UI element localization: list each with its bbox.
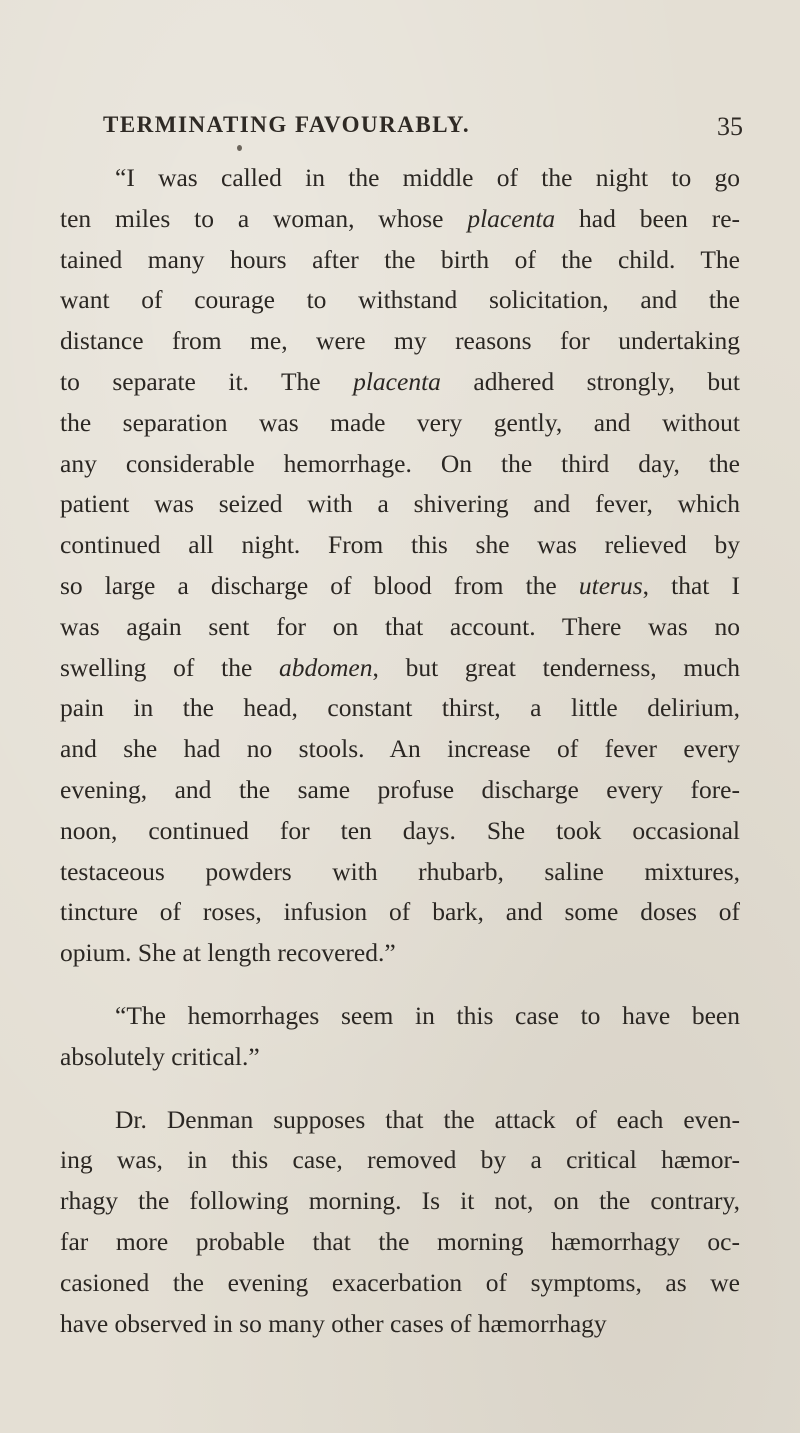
text-line xyxy=(60,1263,740,1304)
text-segment: casioned the evening exacerbation of symptoms, as we xyxy=(60,1267,740,1297)
text-segment: , that I xyxy=(642,570,740,600)
text-line xyxy=(60,811,740,852)
text-line xyxy=(60,996,740,1037)
text-segment: swelling of the xyxy=(60,652,280,682)
italic-term: placenta xyxy=(353,366,441,396)
text-segment: have observed in so many other cases of hæmorrhagy xyxy=(60,1308,607,1338)
text-line xyxy=(60,321,740,362)
text-segment: any considerable hemorrhage. On the third day, the xyxy=(60,448,740,478)
text-line xyxy=(60,1222,740,1263)
text-segment: want of courage to withstand solicitation, and the xyxy=(60,285,740,315)
running-title: TERMINATING FAVOURABLY. xyxy=(103,112,471,137)
text-segment: ten miles to a woman, whose xyxy=(60,203,468,233)
page-header xyxy=(103,112,743,152)
text-segment: had been re- xyxy=(555,203,741,233)
text-line xyxy=(60,770,740,811)
text-segment: absolutely critical.” xyxy=(60,1041,260,1071)
paragraph xyxy=(60,158,740,974)
text-line xyxy=(60,1304,740,1345)
text-line xyxy=(60,1140,740,1181)
page-number: 35 xyxy=(717,112,743,141)
text-line xyxy=(60,648,740,689)
text-line xyxy=(60,1181,740,1222)
text-segment: testaceous powders with rhubarb, saline mixtures, xyxy=(60,856,740,886)
text-segment: “I was called in the middle of the night to go xyxy=(115,163,740,192)
text-line xyxy=(60,525,740,566)
text-segment: tained many hours after the birth of the child. The xyxy=(60,244,740,274)
italic-term: uterus xyxy=(578,570,643,600)
text-segment: distance from me, were my reasons for undertaking xyxy=(60,326,740,356)
text-segment: patient was seized with a shivering and fever, which xyxy=(60,489,740,519)
text-line xyxy=(60,484,740,525)
italic-term: placenta xyxy=(467,203,556,233)
text-segment: opium. She at length recovered.” xyxy=(60,938,396,968)
text-segment: Dr. Denman supposes that the attack of each even- xyxy=(115,1104,740,1134)
text-line xyxy=(60,729,740,770)
text-line xyxy=(60,566,740,607)
text-line xyxy=(60,688,740,729)
body-text xyxy=(60,158,740,1344)
text-segment: , but great tenderness, much xyxy=(372,652,741,682)
text-segment: ing was, in this case, removed by a critical hæmor- xyxy=(60,1145,740,1175)
text-line xyxy=(60,280,740,321)
text-line xyxy=(60,1100,740,1141)
text-segment: and she had no stools. An increase of fever every xyxy=(60,734,740,764)
text-segment: pain in the head, constant thirst, a little delirium, xyxy=(60,693,740,723)
text-segment: adhered strongly, but xyxy=(440,366,740,396)
text-segment: continued all night. From this she was relieved by xyxy=(60,530,740,560)
text-line xyxy=(60,892,740,933)
text-line xyxy=(60,607,740,648)
text-line xyxy=(60,1037,740,1078)
text-segment: so large a discharge of blood from the xyxy=(60,570,579,600)
text-line xyxy=(60,933,740,974)
text-segment: the separation was made very gently, and without xyxy=(60,407,740,437)
text-segment: tincture of roses, infusion of bark, and some doses of xyxy=(60,897,740,927)
text-segment: “The hemorrhages seem in this case to have been xyxy=(115,1000,740,1030)
text-segment: noon, continued for ten days. She took occasional xyxy=(60,815,740,845)
text-segment: to separate it. The xyxy=(60,366,354,396)
paragraph xyxy=(60,996,740,1078)
text-line xyxy=(60,444,740,485)
text-segment: far more probable that the morning hæmorrhagy oc- xyxy=(60,1226,740,1256)
text-line xyxy=(60,403,740,444)
text-line xyxy=(60,199,740,240)
text-segment: evening, and the same profuse discharge every fore- xyxy=(60,774,740,804)
text-line xyxy=(60,240,740,281)
text-line xyxy=(60,158,740,199)
italic-term: abdomen xyxy=(279,652,373,682)
text-line xyxy=(60,852,740,893)
text-segment: was again sent for on that account. There was no xyxy=(60,611,740,641)
text-segment: rhagy the following morning. Is it not, on the contrary, xyxy=(60,1186,740,1216)
paragraph xyxy=(60,1100,740,1345)
text-line xyxy=(60,362,740,403)
